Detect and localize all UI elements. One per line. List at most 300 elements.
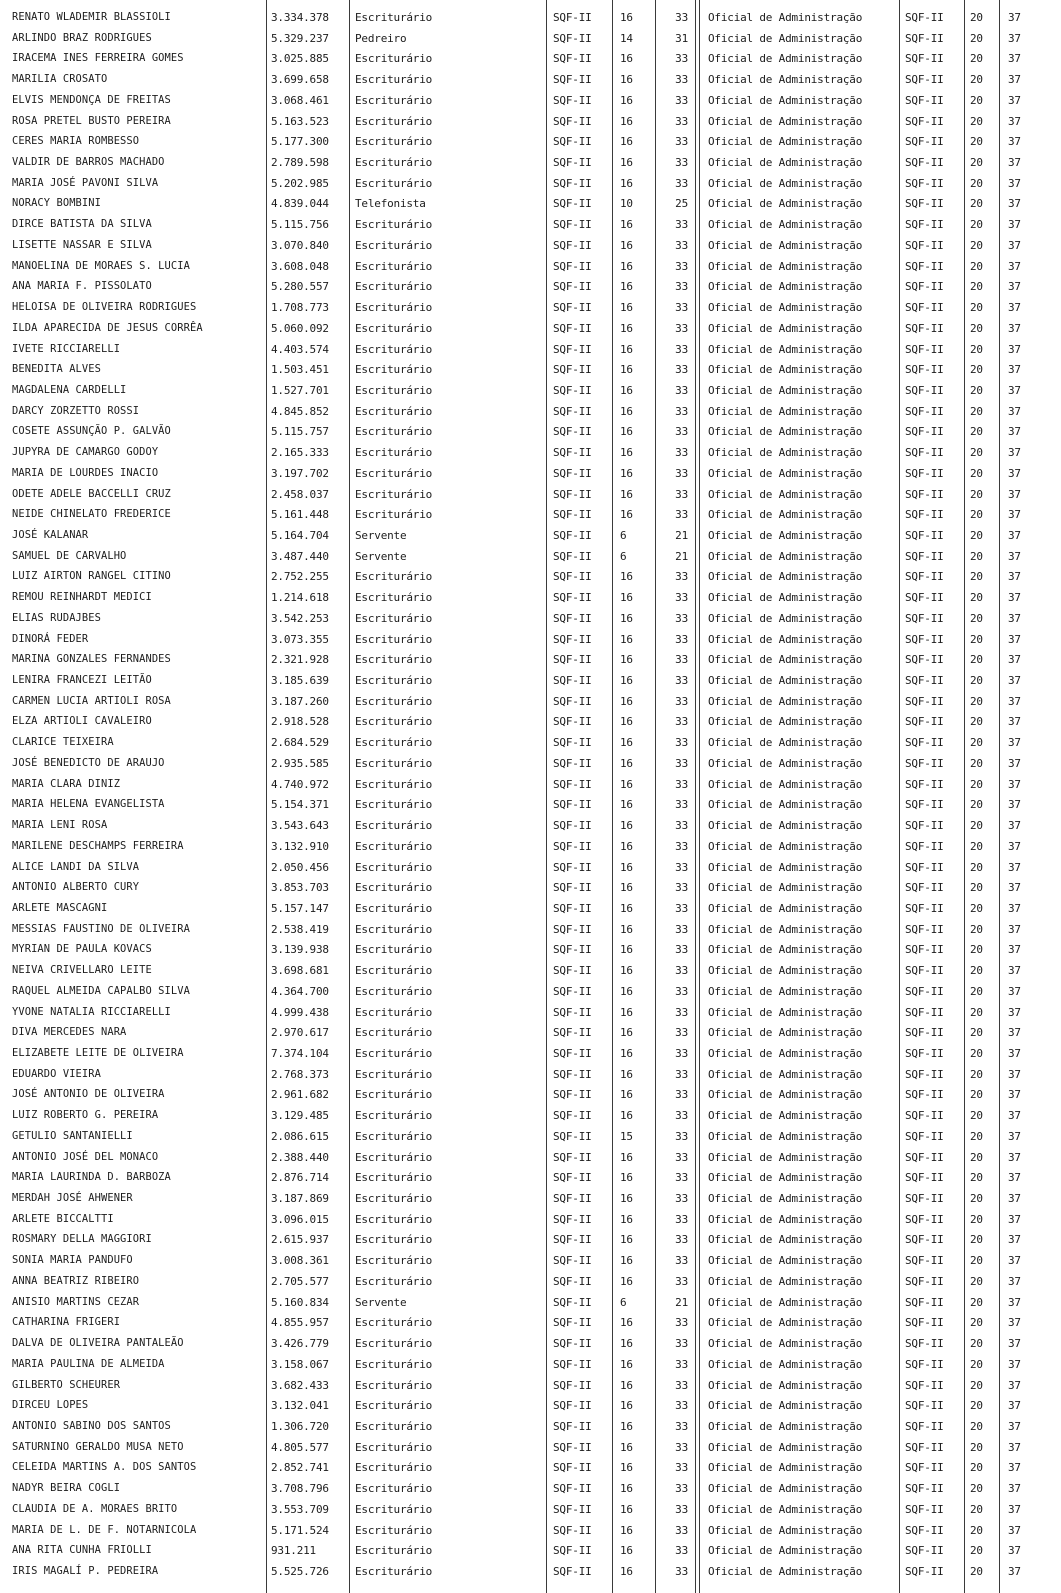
employee-number: 4.403.574 <box>271 342 329 356</box>
table-row <box>0 1043 1061 1064</box>
employee-number: 5.115.757 <box>271 425 329 439</box>
new-level-end: 37 <box>1008 611 1021 625</box>
employee-number: 2.086.615 <box>271 1129 329 1143</box>
employee-name: MARILENE DESCHAMPS FERREIRA <box>12 839 184 852</box>
current-level-start: 16 <box>620 176 633 190</box>
current-position: Escriturário <box>355 1088 433 1102</box>
table-row <box>0 235 1061 256</box>
employee-number: 5.163.523 <box>271 114 329 128</box>
table-row <box>0 1064 1061 1085</box>
table-row <box>0 877 1061 898</box>
current-group: SQF-II <box>553 1150 592 1164</box>
new-group: SQF-II <box>905 1502 944 1516</box>
new-level-start: 20 <box>970 93 983 107</box>
employee-name: ARLETE MASCAGNI <box>12 901 108 914</box>
new-level-end: 37 <box>1008 984 1021 998</box>
employee-number: 3.553.709 <box>271 1502 329 1516</box>
new-level-end: 37 <box>1008 964 1021 978</box>
employee-name: JOSÉ ANTONIO DE OLIVEIRA <box>12 1088 165 1101</box>
new-position: Oficial de Administração <box>708 901 863 915</box>
new-level-start: 20 <box>970 321 983 335</box>
current-group: SQF-II <box>553 197 592 211</box>
new-level-start: 20 <box>970 1005 983 1019</box>
new-level-end: 37 <box>1008 715 1021 729</box>
current-position: Escriturário <box>355 777 433 791</box>
new-group: SQF-II <box>905 321 944 335</box>
new-position: Oficial de Administração <box>708 1067 863 1081</box>
employee-name: RAQUEL ALMEIDA CAPALBO SILVA <box>12 984 190 997</box>
table-row <box>0 753 1061 774</box>
current-position: Escriturário <box>355 487 433 501</box>
current-group: SQF-II <box>553 404 592 418</box>
new-group: SQF-II <box>905 487 944 501</box>
new-group: SQF-II <box>905 798 944 812</box>
employee-name: GETULIO SANTANIELLI <box>12 1129 133 1142</box>
new-level-start: 20 <box>970 1067 983 1081</box>
current-group: SQF-II <box>553 1419 592 1433</box>
employee-number: 4.845.852 <box>271 404 329 418</box>
new-level-start: 20 <box>970 736 983 750</box>
current-level-end: 33 <box>675 984 688 998</box>
new-level-end: 37 <box>1008 1129 1021 1143</box>
new-group: SQF-II <box>905 259 944 273</box>
current-level-start: 16 <box>620 1212 633 1226</box>
current-level-end: 33 <box>675 1502 688 1516</box>
current-level-start: 16 <box>620 1440 633 1454</box>
new-position: Oficial de Administração <box>708 218 863 232</box>
employee-number: 2.388.440 <box>271 1150 329 1164</box>
current-position: Escriturário <box>355 73 433 87</box>
new-group: SQF-II <box>905 632 944 646</box>
current-position: Escriturário <box>355 218 433 232</box>
current-position: Escriturário <box>355 1212 433 1226</box>
new-group: SQF-II <box>905 1109 944 1123</box>
new-level-end: 37 <box>1008 1440 1021 1454</box>
current-level-start: 16 <box>620 1067 633 1081</box>
current-level-end: 33 <box>675 321 688 335</box>
table-row <box>0 152 1061 173</box>
new-position: Oficial de Administração <box>708 73 863 87</box>
new-level-start: 20 <box>970 881 983 895</box>
current-group: SQF-II <box>553 1212 592 1226</box>
current-group: SQF-II <box>553 964 592 978</box>
new-position: Oficial de Administração <box>708 11 863 24</box>
new-level-start: 20 <box>970 31 983 45</box>
new-position: Oficial de Administração <box>708 404 863 418</box>
employee-name: EDUARDO VIEIRA <box>12 1067 101 1080</box>
new-group: SQF-II <box>905 653 944 667</box>
new-level-end: 37 <box>1008 176 1021 190</box>
new-level-end: 37 <box>1008 280 1021 294</box>
current-position: Escriturário <box>355 156 433 170</box>
employee-name: ELVIS MENDONÇA DE FREITAS <box>12 93 171 106</box>
new-group: SQF-II <box>905 363 944 377</box>
new-level-start: 20 <box>970 1274 983 1288</box>
current-level-start: 16 <box>620 363 633 377</box>
new-position: Oficial de Administração <box>708 52 863 66</box>
new-group: SQF-II <box>905 1357 944 1371</box>
current-level-end: 33 <box>675 1337 688 1351</box>
new-level-end: 37 <box>1008 114 1021 128</box>
new-level-start: 20 <box>970 1357 983 1371</box>
current-level-end: 33 <box>675 114 688 128</box>
table-row <box>0 1126 1061 1147</box>
employee-name: RENATO WLADEMIR BLASSIOLI <box>12 11 171 23</box>
new-position: Oficial de Administração <box>708 1047 863 1060</box>
new-position: Oficial de Administração <box>708 1419 863 1433</box>
table-row <box>0 939 1061 960</box>
new-level-start: 20 <box>970 1171 983 1185</box>
employee-number: 5.280.557 <box>271 280 329 294</box>
current-group: SQF-II <box>553 280 592 294</box>
current-level-start: 16 <box>620 508 633 522</box>
current-level-start: 16 <box>620 487 633 501</box>
current-position: Escriturário <box>355 964 433 978</box>
new-level-end: 37 <box>1008 943 1021 957</box>
employee-number: 3.096.015 <box>271 1212 329 1226</box>
new-position: Oficial de Administração <box>708 1357 863 1371</box>
new-level-start: 20 <box>970 1523 983 1537</box>
new-group: SQF-II <box>905 508 944 522</box>
current-level-start: 16 <box>620 922 633 936</box>
new-group: SQF-II <box>905 549 944 563</box>
new-level-start: 20 <box>970 570 983 584</box>
employee-number: 3.187.260 <box>271 694 329 708</box>
current-level-start: 16 <box>620 1192 633 1206</box>
employee-name: MARIA DE LOURDES INACIO <box>12 466 159 479</box>
new-level-end: 37 <box>1008 73 1021 87</box>
new-group: SQF-II <box>905 1544 944 1558</box>
employee-name: ELIAS RUDAJBES <box>12 611 101 624</box>
employee-name: CARMEN LUCIA ARTIOLI ROSA <box>12 694 171 707</box>
current-level-start: 16 <box>620 259 633 273</box>
current-group: SQF-II <box>553 363 592 377</box>
new-position: Oficial de Administração <box>708 1150 863 1164</box>
new-level-start: 20 <box>970 1482 983 1496</box>
current-level-start: 16 <box>620 901 633 915</box>
new-group: SQF-II <box>905 1274 944 1288</box>
current-position: Escriturário <box>355 901 433 915</box>
current-position: Escriturário <box>355 301 433 315</box>
new-position: Oficial de Administração <box>708 1502 863 1516</box>
current-level-end: 33 <box>675 1005 688 1019</box>
current-level-end: 33 <box>675 11 688 24</box>
employee-name: IRACEMA INES FERREIRA GOMES <box>12 52 184 65</box>
current-group: SQF-II <box>553 1482 592 1496</box>
new-level-start: 20 <box>970 984 983 998</box>
current-group: SQF-II <box>553 1005 592 1019</box>
current-level-start: 16 <box>620 1482 633 1496</box>
current-level-start: 16 <box>620 114 633 128</box>
employee-name: YVONE NATALIA RICCIARELLI <box>12 1005 171 1018</box>
new-group: SQF-II <box>905 1461 944 1475</box>
new-position: Oficial de Administração <box>708 363 863 377</box>
new-position: Oficial de Administração <box>708 756 863 770</box>
new-level-start: 20 <box>970 1254 983 1268</box>
current-level-start: 16 <box>620 73 633 87</box>
current-level-start: 16 <box>620 756 633 770</box>
employee-name: ARLINDO BRAZ RODRIGUES <box>12 31 152 44</box>
current-group: SQF-II <box>553 383 592 397</box>
current-level-start: 16 <box>620 425 633 439</box>
current-group: SQF-II <box>553 653 592 667</box>
employee-name: IVETE RICCIARELLI <box>12 342 121 355</box>
employee-number: 3.025.885 <box>271 52 329 66</box>
table-row <box>0 1312 1061 1333</box>
new-group: SQF-II <box>905 1233 944 1247</box>
current-level-end: 33 <box>675 1419 688 1433</box>
table-row <box>0 1084 1061 1105</box>
new-level-start: 20 <box>970 1109 983 1123</box>
new-group: SQF-II <box>905 1212 944 1226</box>
employee-name: MARIA PAULINA DE ALMEIDA <box>12 1357 165 1370</box>
current-group: SQF-II <box>553 611 592 625</box>
employee-number: 5.202.985 <box>271 176 329 190</box>
new-group: SQF-II <box>905 1067 944 1081</box>
new-group: SQF-II <box>905 301 944 315</box>
current-level-start: 16 <box>620 570 633 584</box>
employee-number: 5.160.834 <box>271 1295 329 1309</box>
employee-number: 7.374.104 <box>271 1047 329 1060</box>
table-row <box>0 297 1061 318</box>
current-level-end: 33 <box>675 1544 688 1558</box>
current-level-end: 33 <box>675 1150 688 1164</box>
current-level-start: 16 <box>620 301 633 315</box>
current-position: Escriturário <box>355 1026 433 1040</box>
employee-number: 2.538.419 <box>271 922 329 936</box>
current-level-start: 16 <box>620 404 633 418</box>
new-position: Oficial de Administração <box>708 860 863 874</box>
new-position: Oficial de Administração <box>708 321 863 335</box>
current-group: SQF-II <box>553 984 592 998</box>
employee-number: 3.608.048 <box>271 259 329 273</box>
current-group: SQF-II <box>553 922 592 936</box>
current-position: Escriturário <box>355 446 433 460</box>
current-group: SQF-II <box>553 1440 592 1454</box>
current-level-end: 33 <box>675 176 688 190</box>
table-row <box>0 1002 1061 1023</box>
new-position: Oficial de Administração <box>708 819 863 833</box>
current-level-end: 33 <box>675 383 688 397</box>
current-level-start: 16 <box>620 1233 633 1247</box>
new-group: SQF-II <box>905 756 944 770</box>
new-level-start: 20 <box>970 466 983 480</box>
current-position: Escriturário <box>355 756 433 770</box>
table-row <box>0 1457 1061 1478</box>
employee-number: 3.197.702 <box>271 466 329 480</box>
employee-number: 4.999.438 <box>271 1005 329 1019</box>
current-position: Escriturário <box>355 1129 433 1143</box>
new-group: SQF-II <box>905 715 944 729</box>
new-level-end: 37 <box>1008 901 1021 915</box>
new-level-end: 37 <box>1008 653 1021 667</box>
current-group: SQF-II <box>553 1502 592 1516</box>
employee-number: 3.542.253 <box>271 611 329 625</box>
employee-name: CERES MARIA ROMBESSO <box>12 135 140 148</box>
new-level-end: 37 <box>1008 1523 1021 1537</box>
current-group: SQF-II <box>553 135 592 149</box>
new-position: Oficial de Administração <box>708 342 863 356</box>
new-position: Oficial de Administração <box>708 1565 863 1578</box>
current-level-end: 33 <box>675 363 688 377</box>
new-level-start: 20 <box>970 777 983 791</box>
new-level-end: 37 <box>1008 11 1021 24</box>
new-group: SQF-II <box>905 93 944 107</box>
new-group: SQF-II <box>905 1254 944 1268</box>
new-level-start: 20 <box>970 964 983 978</box>
current-position: Escriturário <box>355 1171 433 1185</box>
new-level-end: 37 <box>1008 1544 1021 1558</box>
new-group: SQF-II <box>905 1337 944 1351</box>
current-level-start: 16 <box>620 1378 633 1392</box>
current-level-end: 33 <box>675 1088 688 1102</box>
employee-name: BENEDITA ALVES <box>12 363 101 376</box>
current-group: SQF-II <box>553 694 592 708</box>
new-position: Oficial de Administração <box>708 114 863 128</box>
new-level-start: 20 <box>970 715 983 729</box>
employee-number: 3.158.067 <box>271 1357 329 1371</box>
new-position: Oficial de Administração <box>708 176 863 190</box>
employee-number: 2.684.529 <box>271 736 329 750</box>
employee-number: 5.525.726 <box>271 1565 329 1578</box>
employee-number: 3.187.869 <box>271 1192 329 1206</box>
new-level-start: 20 <box>970 52 983 66</box>
current-group: SQF-II <box>553 1067 592 1081</box>
employee-number: 2.752.255 <box>271 570 329 584</box>
employee-name: ROSA PRETEL BUSTO PEREIRA <box>12 114 171 127</box>
employee-number: 3.132.910 <box>271 839 329 853</box>
new-position: Oficial de Administração <box>708 466 863 480</box>
employee-name: ANTONIO JOSÉ DEL MONACO <box>12 1150 159 1163</box>
employee-name: MYRIAN DE PAULA KOVACS <box>12 943 152 956</box>
new-group: SQF-II <box>905 466 944 480</box>
employee-number: 5.177.300 <box>271 135 329 149</box>
table-row <box>0 256 1061 277</box>
employee-number: 4.855.957 <box>271 1316 329 1330</box>
new-position: Oficial de Administração <box>708 715 863 729</box>
new-group: SQF-II <box>905 342 944 356</box>
employee-name: DIRCEU LOPES <box>12 1399 89 1412</box>
new-group: SQF-II <box>905 1295 944 1309</box>
new-group: SQF-II <box>905 135 944 149</box>
new-level-start: 20 <box>970 901 983 915</box>
employee-name: MESSIAS FAUSTINO DE OLIVEIRA <box>12 922 190 935</box>
employee-number: 2.768.373 <box>271 1067 329 1081</box>
table-row <box>0 732 1061 753</box>
new-position: Oficial de Administração <box>708 1461 863 1475</box>
current-position: Escriturário <box>355 1109 433 1123</box>
current-level-start: 16 <box>620 1005 633 1019</box>
employee-name: JOSÉ BENEDICTO DE ARAUJO <box>12 756 165 769</box>
new-level-start: 20 <box>970 591 983 605</box>
current-group: SQF-II <box>553 301 592 315</box>
current-level-start: 16 <box>620 383 633 397</box>
new-level-start: 20 <box>970 218 983 232</box>
current-group: SQF-II <box>553 736 592 750</box>
employee-number: 5.329.237 <box>271 31 329 45</box>
new-level-start: 20 <box>970 280 983 294</box>
current-level-end: 33 <box>675 1129 688 1143</box>
table-row <box>0 28 1061 49</box>
current-group: SQF-II <box>553 591 592 605</box>
new-group: SQF-II <box>905 1192 944 1206</box>
current-position: Escriturário <box>355 1233 433 1247</box>
current-group: SQF-II <box>553 218 592 232</box>
employee-name: JUPYRA DE CAMARGO GODOY <box>12 446 159 459</box>
new-position: Oficial de Administração <box>708 1129 863 1143</box>
current-group: SQF-II <box>553 1378 592 1392</box>
employee-number: 3.698.681 <box>271 964 329 978</box>
current-level-end: 33 <box>675 1357 688 1371</box>
table-row <box>0 131 1061 152</box>
table-row <box>0 69 1061 90</box>
new-level-end: 37 <box>1008 1171 1021 1185</box>
table-row <box>0 484 1061 505</box>
employee-number: 2.789.598 <box>271 156 329 170</box>
table-row <box>0 546 1061 567</box>
employee-number: 3.682.433 <box>271 1378 329 1392</box>
new-group: SQF-II <box>905 1129 944 1143</box>
employee-number: 1.527.701 <box>271 383 329 397</box>
current-group: SQF-II <box>553 1129 592 1143</box>
new-position: Oficial de Administração <box>708 922 863 936</box>
current-level-start: 16 <box>620 1523 633 1537</box>
employee-name: LUIZ AIRTON RANGEL CITINO <box>12 570 171 583</box>
current-level-end: 33 <box>675 860 688 874</box>
current-group: SQF-II <box>553 1233 592 1247</box>
current-level-end: 33 <box>675 1316 688 1330</box>
employee-name: JOSÉ KALANAR <box>12 529 89 541</box>
new-group: SQF-II <box>905 1440 944 1454</box>
new-level-end: 37 <box>1008 1212 1021 1226</box>
current-position: Escriturário <box>355 259 433 273</box>
new-level-end: 37 <box>1008 1357 1021 1371</box>
new-level-start: 20 <box>970 549 983 563</box>
new-level-start: 20 <box>970 1461 983 1475</box>
new-level-end: 37 <box>1008 922 1021 936</box>
table-row <box>0 1354 1061 1375</box>
employee-number: 1.503.451 <box>271 363 329 377</box>
employee-name: MARINA GONZALES FERNANDES <box>12 653 171 666</box>
new-level-start: 20 <box>970 176 983 190</box>
current-level-start: 16 <box>620 1316 633 1330</box>
new-level-end: 37 <box>1008 819 1021 833</box>
current-level-end: 33 <box>675 1565 688 1578</box>
table-row <box>0 1499 1061 1520</box>
current-position: Escriturário <box>355 1067 433 1081</box>
new-level-end: 37 <box>1008 259 1021 273</box>
table-row <box>0 463 1061 484</box>
current-group: SQF-II <box>553 176 592 190</box>
current-level-end: 31 <box>675 31 688 45</box>
current-group: SQF-II <box>553 756 592 770</box>
new-level-start: 20 <box>970 839 983 853</box>
new-level-start: 20 <box>970 1544 983 1558</box>
new-level-start: 20 <box>970 798 983 812</box>
new-level-end: 37 <box>1008 1088 1021 1102</box>
current-position: Escriturário <box>355 1482 433 1496</box>
new-position: Oficial de Administração <box>708 984 863 998</box>
current-level-start: 16 <box>620 1357 633 1371</box>
current-group: SQF-II <box>553 1295 592 1309</box>
current-position: Escriturário <box>355 466 433 480</box>
new-position: Oficial de Administração <box>708 301 863 315</box>
current-level-end: 33 <box>675 1461 688 1475</box>
new-level-start: 20 <box>970 383 983 397</box>
new-group: SQF-II <box>905 425 944 439</box>
new-level-end: 37 <box>1008 446 1021 460</box>
current-level-start: 16 <box>620 1109 633 1123</box>
